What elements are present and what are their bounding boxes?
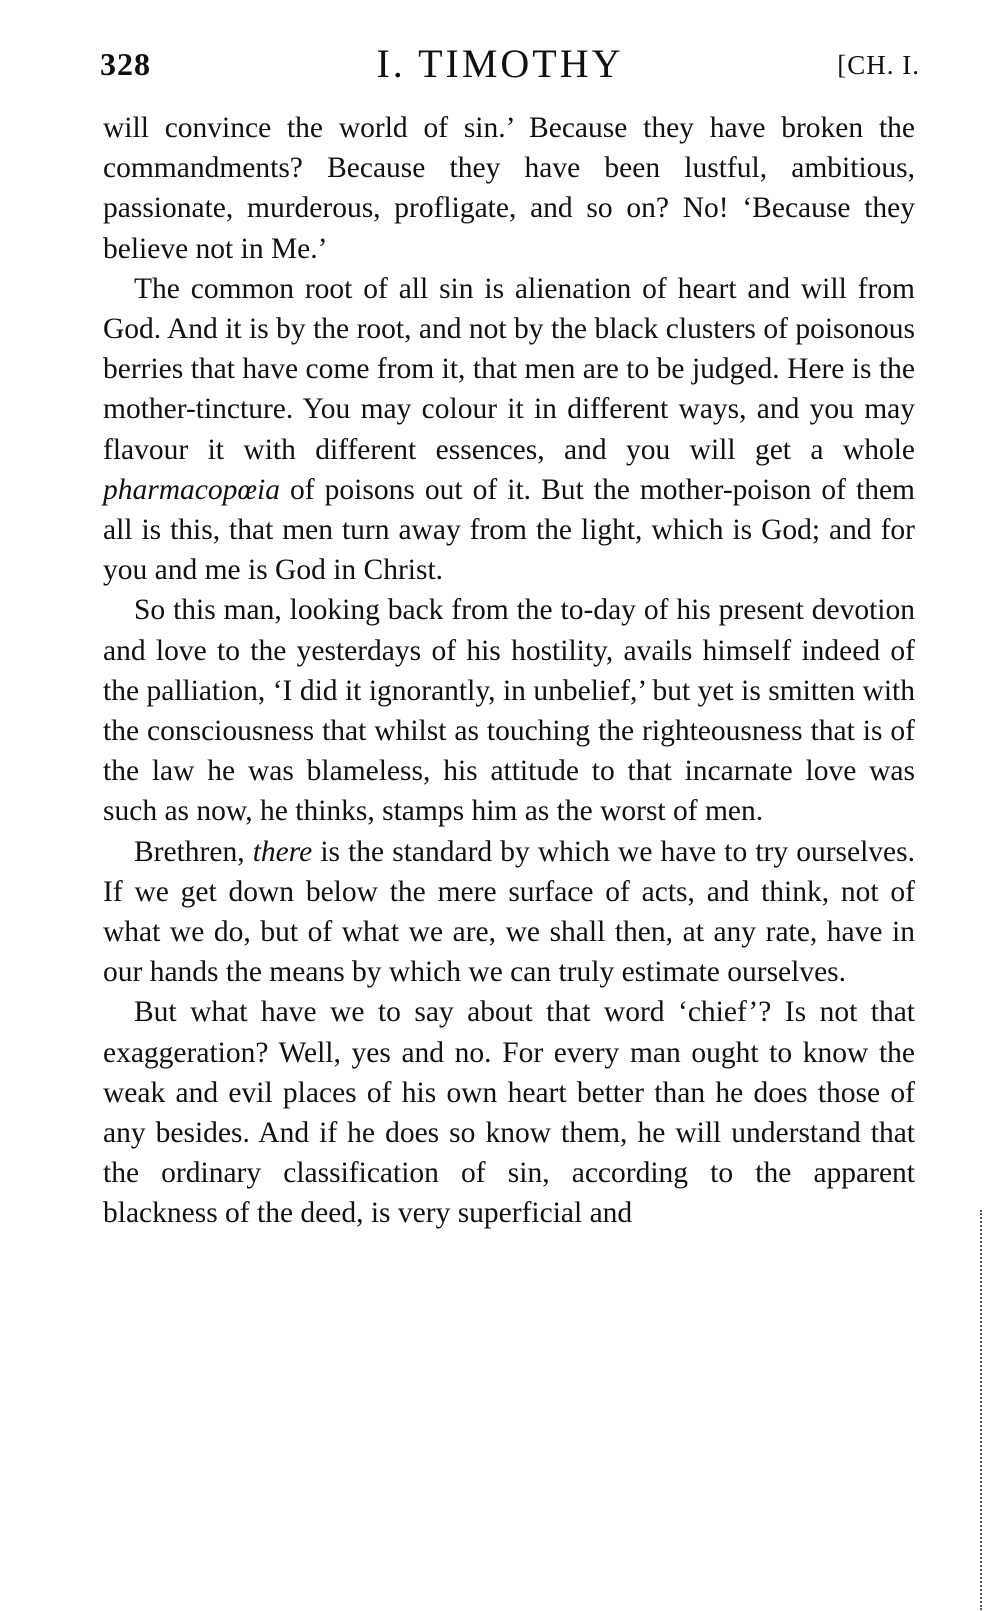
paragraph-3-text: So this man, looking back from the to-day of his present devotion and love to the yesterdays of his hostility, avails himself indeed of the palliation, ‘I did it ignorantly, in unbelief,’ but yet is smitten with the consciousness that whilst as touching the righteousness that is of the law he was blameless, his attitude to that incarnate love was such as now, he thinks, stamps him as the worst of men. bbox=[103, 594, 915, 828]
body-text bbox=[103, 108, 915, 1234]
paragraph-4-text-b: is the standard by which we have to try ourselves. If we get down below the mere surface of acts, and think, not of what we do, but of what we are, we shall then, at any rate, have in our hands the means by which we can truly estimate ourselves. bbox=[103, 835, 915, 989]
page-edge-rule bbox=[978, 1210, 982, 1610]
paragraph-5-text: But what have we to say about that word ‘chief’? Is not that exaggeration? Well, yes and no. For every man ought to know the weak and evil places of his own heart better than he does those of any besides. And if he does so know them, he will understand that the ordinary classification of sin, according to the apparent blackness of the deed, is very superficial and bbox=[103, 996, 915, 1230]
paragraph-4-text-a: Brethren, bbox=[134, 835, 253, 868]
running-title: I. TIMOTHY bbox=[376, 41, 624, 86]
paragraph-4 bbox=[103, 832, 915, 993]
page-header bbox=[100, 38, 920, 88]
paragraph-2-text-b: of poisons out of it. But the mother-poison of them all is this, that men turn away from the light, which is God; and for you and me is God in Christ. bbox=[103, 473, 915, 587]
paragraph-2 bbox=[103, 269, 915, 591]
paragraph-3 bbox=[103, 590, 915, 831]
paragraph-1-text: will convince the world of sin.’ Because they have broken the commandments? Because they have been lustful, ambitious, passionate, murderous, profligate, and so on? No! ‘Because they believe not in Me.’ bbox=[103, 112, 915, 265]
paragraph-2-text-a: The common root of all sin is alienation of heart and will from God. And it is by the root, and not by the black clusters of poisonous berries that have come from it, that men are to be judged. Here is the mother-tincture. You may colour it in different ways, and you may flavour it with different essences, and you will get a whole bbox=[103, 272, 915, 466]
page-number: 328 bbox=[100, 46, 151, 82]
paragraph-4-italic-term: there bbox=[252, 835, 313, 868]
chapter-reference: [CH. I. bbox=[837, 50, 920, 80]
paragraph-1 bbox=[103, 108, 915, 269]
paragraph-5 bbox=[103, 992, 915, 1233]
paragraph-2-italic-term: pharmacopœia bbox=[103, 473, 280, 506]
